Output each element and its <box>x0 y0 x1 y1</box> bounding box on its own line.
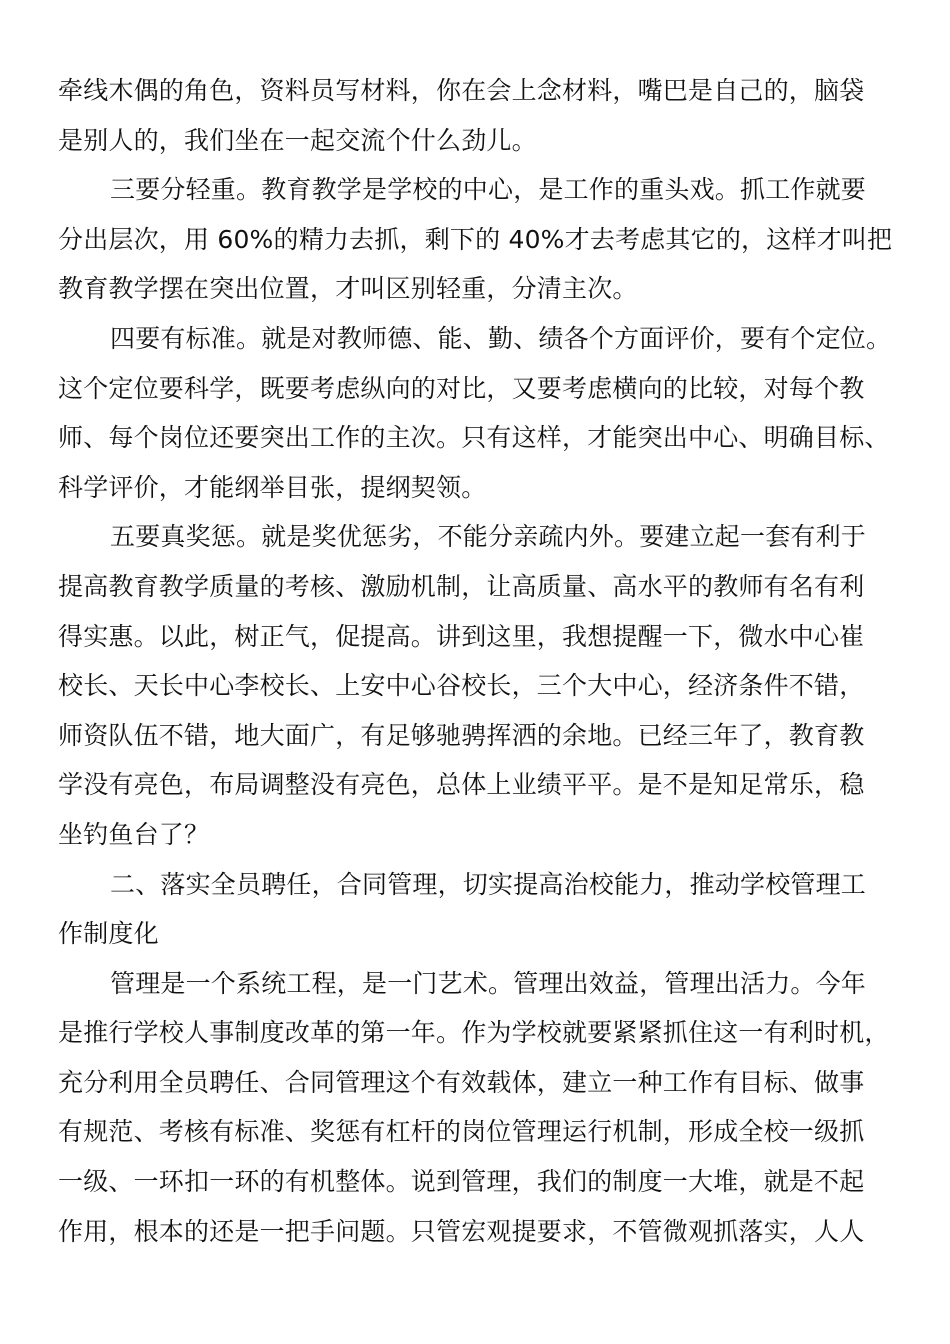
body-text <box>58 66 898 1256</box>
paragraph-first-line: 五要真奖惩。就是奖优惩劣，不能分亲疏内外。要建立起一套有利于 <box>110 522 867 552</box>
text-line: 师、每个岗位还要突出工作的主次。只有这样，才能突出中心、明确目标、 <box>58 423 890 453</box>
section-heading-line: 二、落实全员聘任，合同管理，切实提高治校能力，推动学校管理工 <box>110 869 867 899</box>
text-line: 师资队伍不错，地大面广，有足够驰骋挥洒的余地。已经三年了，教育教 <box>58 720 865 750</box>
paragraph-first-line: 四要有标准。就是对教师德、能、勤、绩各个方面评价，要有个定位。 <box>110 323 892 353</box>
text-line: 分出层次，用 60%的精力去抓，剩下的 40%才去考虑其它的，这样才叫把 <box>58 224 893 254</box>
text-line: 作用，根本的还是一把手问题。只管宏观提要求，不管微观抓落实，人人 <box>58 1216 865 1246</box>
text-line: 坐钓鱼台了？ <box>58 819 210 849</box>
text-line: 这个定位要科学，既要考虑纵向的对比，又要考虑横向的比较，对每个教 <box>58 373 865 403</box>
text-line: 是别人的，我们坐在一起交流个什么劲儿。 <box>58 125 537 155</box>
text-line: 充分利用全员聘任、合同管理这个有效载体，建立一种工作有目标、做事 <box>58 1067 865 1097</box>
text-line: 提高教育教学质量的考核、激励机制，让高质量、高水平的教师有名有利 <box>58 571 865 601</box>
section-heading-line: 作制度化 <box>58 919 159 949</box>
text-line: 教育教学摆在突出位置，才叫区别轻重，分清主次。 <box>58 274 638 304</box>
text-line: 一级、一环扣一环的有机整体。说到管理，我们的制度一大堆，就是不起 <box>58 1167 865 1197</box>
text-line: 科学评价，才能纲举目张，提纲契领。 <box>58 472 487 502</box>
paragraph-first-line: 管理是一个系统工程，是一门艺术。管理出效益，管理出活力。今年 <box>110 968 867 998</box>
text-line: 有规范、考核有标准、奖惩有杠杆的岗位管理运行机制，形成全校一级抓 <box>58 1117 865 1147</box>
text-line: 是推行学校人事制度改革的第一年。作为学校就要紧紧抓住这一有利时机， <box>58 1018 890 1048</box>
text-line: 得实惠。以此，树正气，促提高。讲到这里，我想提醒一下，微水中心崔 <box>58 621 865 651</box>
text-line: 学没有亮色，布局调整没有亮色，总体上业绩平平。是不是知足常乐，稳 <box>58 770 865 800</box>
text-line: 牵线木偶的角色，资料员写材料，你在会上念材料，嘴巴是自己的，脑袋 <box>58 76 865 105</box>
paragraph-first-line: 三要分轻重。教育教学是学校的中心，是工作的重头戏。抓工作就要 <box>110 175 867 205</box>
text-line: 校长、天长中心李校长、上安中心谷校长，三个大中心，经济条件不错， <box>58 671 865 701</box>
